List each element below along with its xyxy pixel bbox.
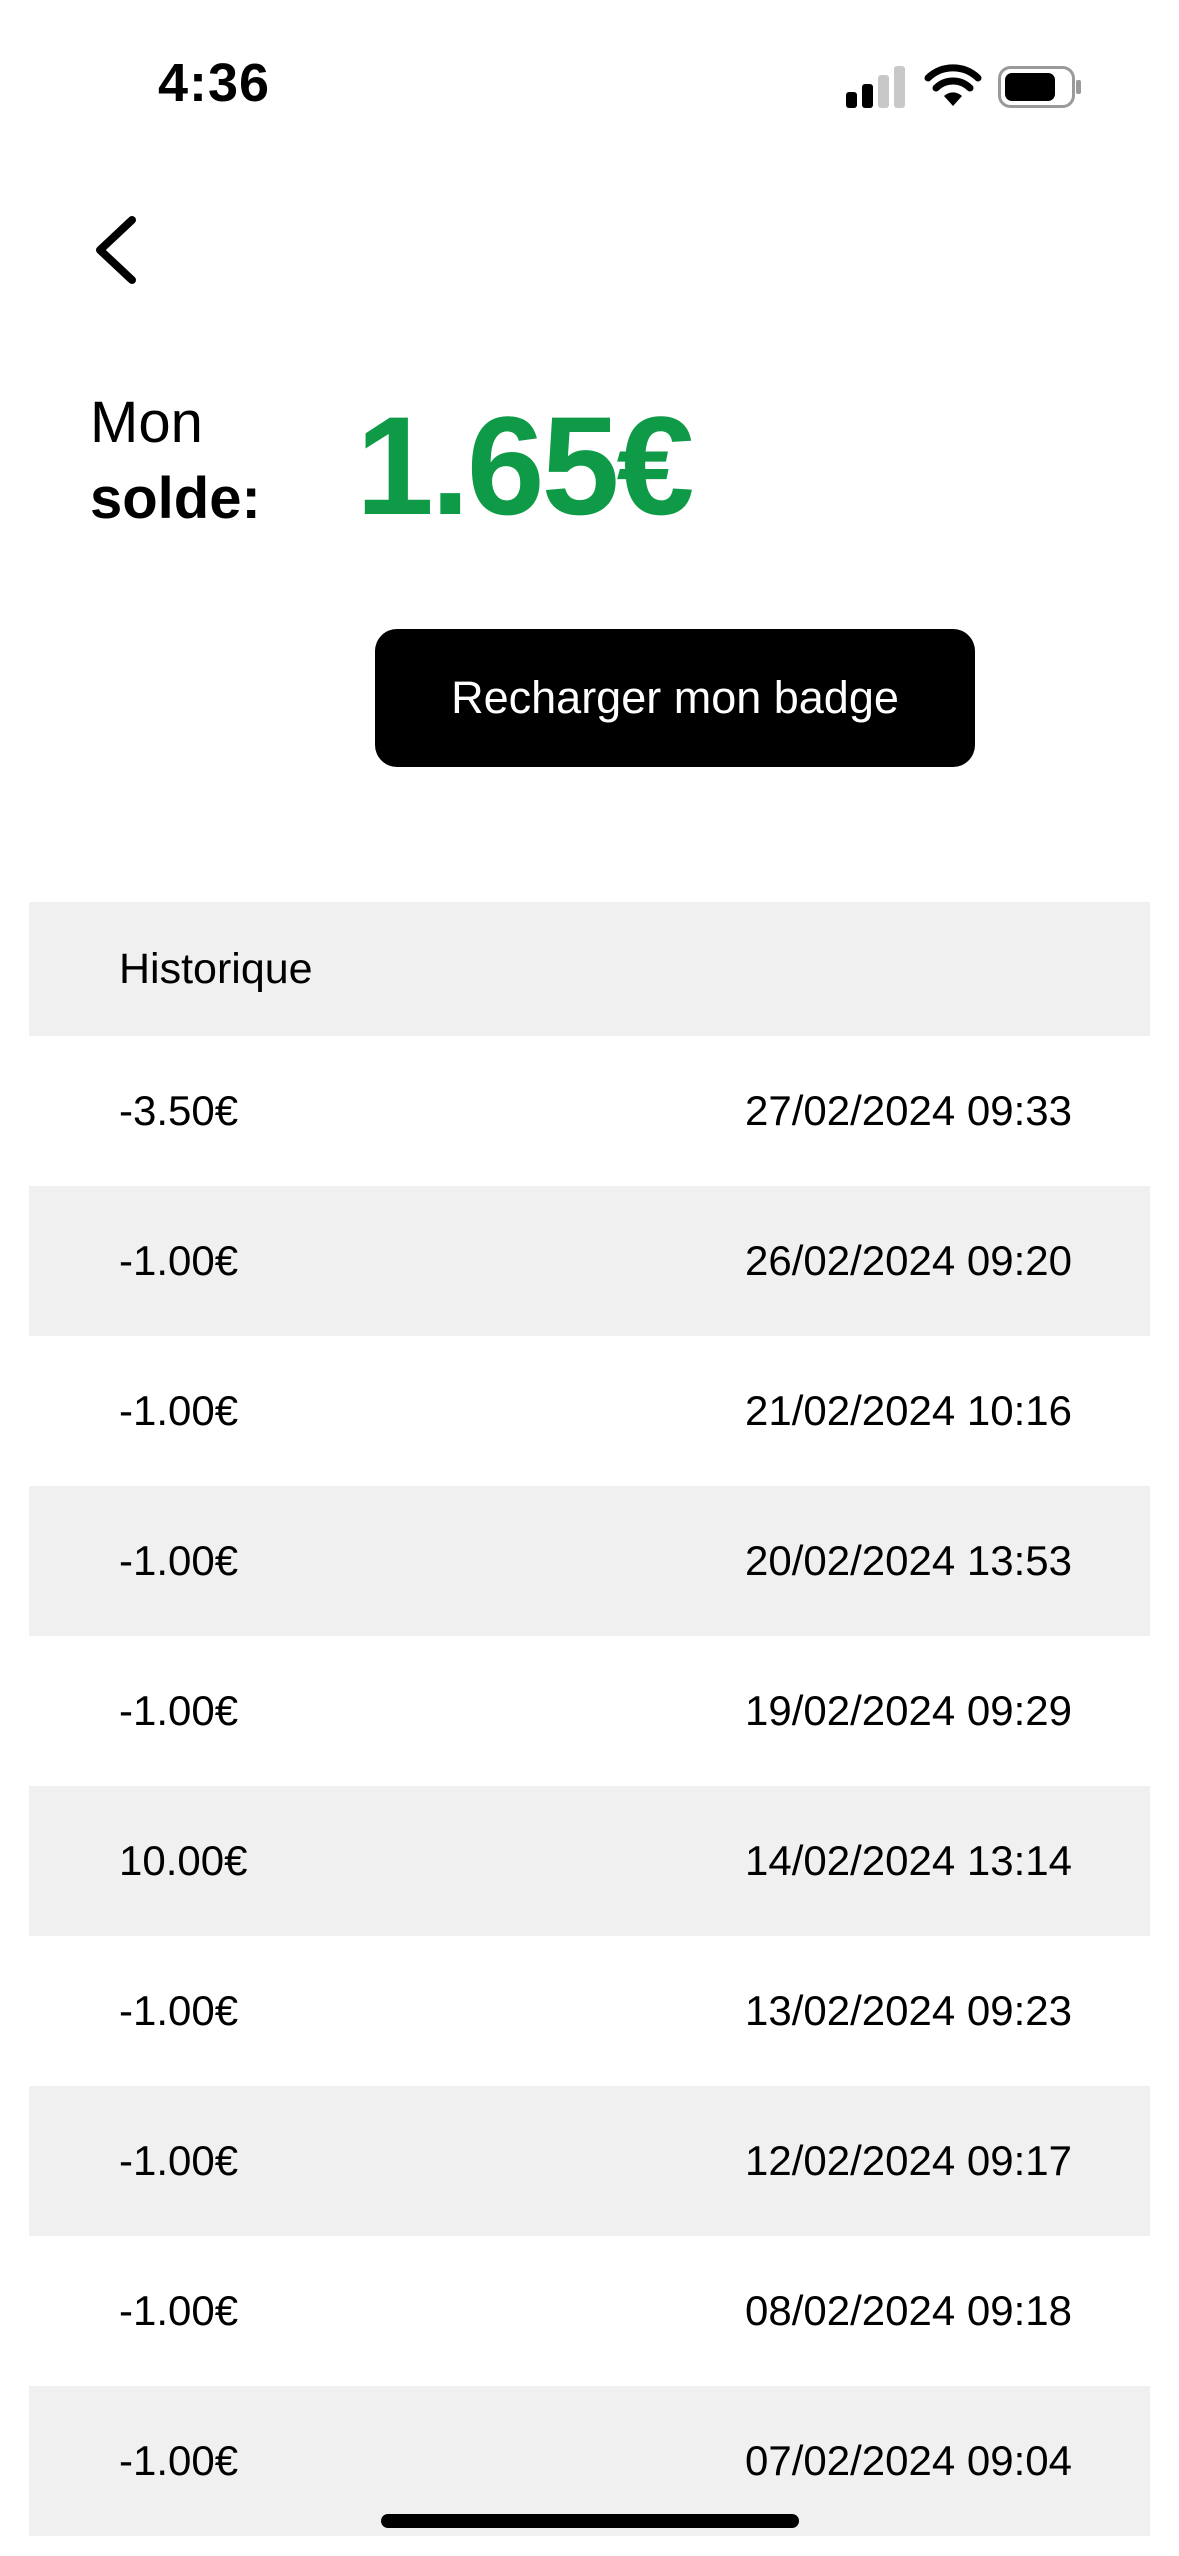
history-row [29, 1636, 1150, 1786]
history-date: 07/02/2024 09:04 [745, 2437, 1072, 2484]
history-row [29, 2236, 1150, 2386]
history-row [29, 2086, 1150, 2236]
history-date: 21/02/2024 10:16 [745, 1387, 1072, 1434]
balance-label-line2: solde: [90, 466, 261, 531]
history-list [29, 902, 1150, 2484]
back-button[interactable] [80, 200, 160, 300]
history-row [29, 1186, 1150, 1336]
history-date: 12/02/2024 09:17 [745, 2137, 1072, 2184]
history-amount: -1.00€ [119, 2287, 239, 2334]
history-amount: -1.00€ [119, 2137, 239, 2184]
history-date: 20/02/2024 13:53 [745, 1537, 1072, 1584]
history-date: 14/02/2024 13:14 [745, 1837, 1072, 1884]
history-date: 27/02/2024 09:33 [745, 1087, 1072, 1134]
status-bar [0, 0, 1179, 140]
history-rows [29, 1036, 1150, 2536]
history-date: 26/02/2024 09:20 [745, 1237, 1072, 1284]
history-amount: -1.00€ [119, 1987, 239, 2034]
history-date: 19/02/2024 09:29 [745, 1687, 1072, 1734]
history-row [29, 1786, 1150, 1936]
home-indicator[interactable] [381, 2514, 799, 2528]
recharge-badge-button[interactable]: Recharger mon badge [375, 629, 975, 767]
history-date: 13/02/2024 09:23 [745, 1987, 1072, 2034]
history-row [29, 1036, 1150, 1186]
history-amount: -3.50€ [119, 1087, 239, 1134]
history-amount: 10.00€ [119, 1837, 248, 1884]
history-amount: -1.00€ [119, 1537, 239, 1584]
battery-icon [998, 66, 1082, 108]
history-row [29, 1336, 1150, 1486]
history-amount: -1.00€ [119, 1387, 239, 1434]
history-date: 08/02/2024 09:18 [745, 2287, 1072, 2334]
balance-label-line1: Mon [90, 390, 203, 455]
history-amount: -1.00€ [119, 1237, 239, 1284]
history-row [29, 1936, 1150, 2086]
history-amount: -1.00€ [119, 2437, 239, 2484]
wifi-icon [924, 64, 982, 108]
balance-label [90, 385, 261, 537]
balance-value: 1.65€ [356, 387, 692, 544]
chevron-left-icon [80, 200, 160, 300]
status-time: 4:36 [158, 53, 271, 113]
history-title: Historique [29, 902, 1150, 1036]
history-amount: -1.00€ [119, 1687, 239, 1734]
signal-icon [846, 66, 906, 108]
history-row [29, 1486, 1150, 1636]
